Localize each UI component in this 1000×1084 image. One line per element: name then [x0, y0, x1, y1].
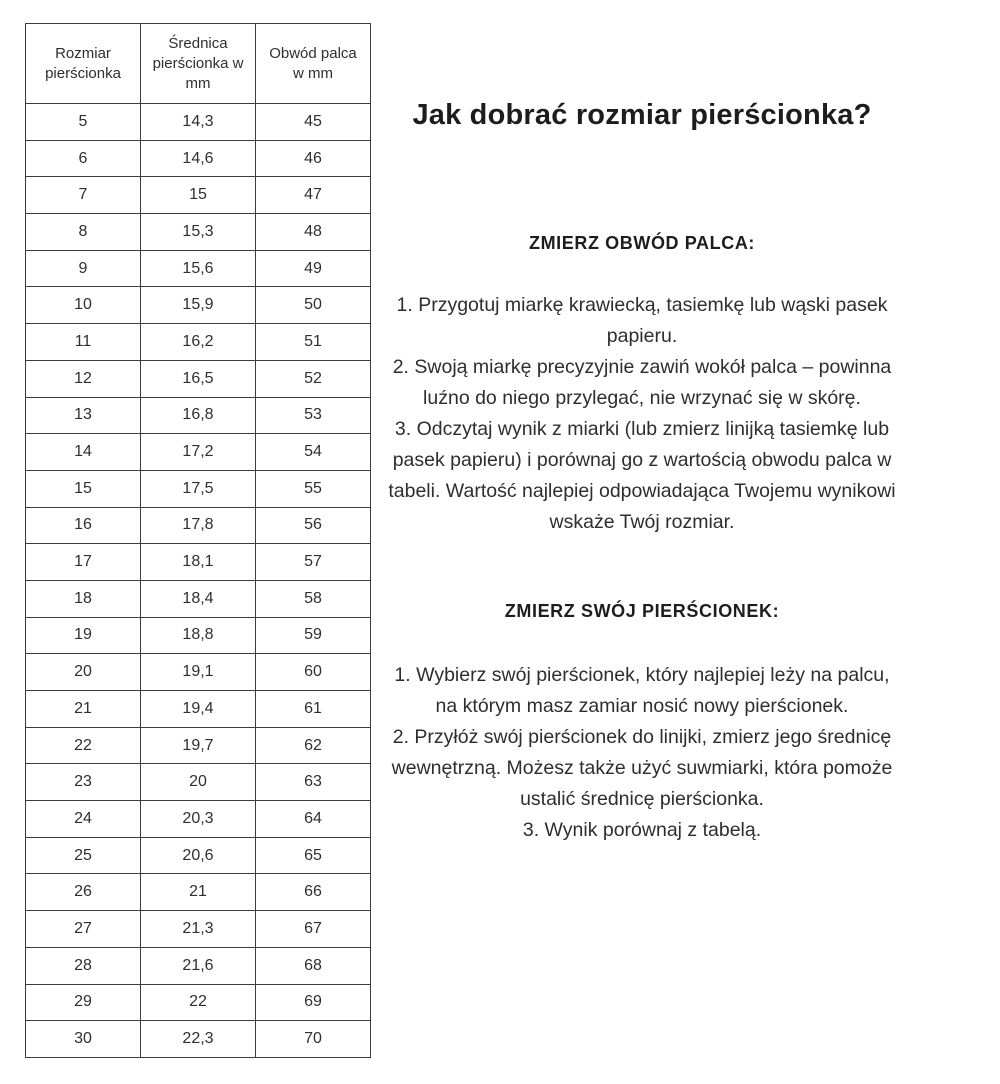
table-cell: 9: [26, 250, 141, 287]
table-cell: 21: [26, 691, 141, 728]
table-cell: 22: [141, 984, 256, 1021]
table-row: [26, 947, 371, 984]
table-cell: 8: [26, 214, 141, 251]
table-row: [26, 984, 371, 1021]
table-cell: 16,5: [141, 360, 256, 397]
table-cell: 18: [26, 580, 141, 617]
table-cell: 26: [26, 874, 141, 911]
table-cell: 59: [256, 617, 371, 654]
table-cell: 64: [256, 801, 371, 838]
instruction-item: 3. Wynik porównaj z tabelą.: [522, 819, 762, 841]
table-row: [26, 837, 371, 874]
table-cell: 57: [256, 544, 371, 581]
table-cell: 12: [26, 360, 141, 397]
table-cell: 69: [256, 984, 371, 1021]
table-cell: 18,4: [141, 580, 256, 617]
table-cell: 20,6: [141, 837, 256, 874]
table-cell: 18,8: [141, 617, 256, 654]
table-cell: 70: [256, 1021, 371, 1058]
table-row: [26, 617, 371, 654]
table-cell: 20: [141, 764, 256, 801]
table-row: [26, 177, 371, 214]
table-cell: 24: [26, 801, 141, 838]
header-row: [26, 24, 371, 104]
table-cell: 65: [256, 837, 371, 874]
table-cell: 17,5: [141, 470, 256, 507]
table-cell: 61: [256, 691, 371, 728]
table-row: [26, 727, 371, 764]
table-cell: 21,3: [141, 911, 256, 948]
table-cell: 60: [256, 654, 371, 691]
header-finger-circumference: Obwód palca w mm: [256, 24, 371, 104]
table-row: [26, 874, 371, 911]
instruction-item: 1. Przygotuj miarkę krawiecką, tasiemkę lub wąski pasek papieru.: [396, 294, 888, 347]
table-cell: 19: [26, 617, 141, 654]
table-row: [26, 507, 371, 544]
table-cell: 14,3: [141, 104, 256, 141]
table-cell: 19,7: [141, 727, 256, 764]
table-cell: 56: [256, 507, 371, 544]
table-cell: 19,4: [141, 691, 256, 728]
table-cell: 23: [26, 764, 141, 801]
table-cell: 11: [26, 324, 141, 361]
instruction-item: 2. Swoją miarkę precyzyjnie zawiń wokół palca – powinna luźno do niego przylegać, nie wrzynać się w skórę.: [392, 356, 892, 409]
table-row: [26, 104, 371, 141]
table-cell: 20,3: [141, 801, 256, 838]
instruction-item: 3. Odczytaj wynik z miarki (lub zmierz linijką tasiemkę lub pasek papieru) i porównaj go z wartością obwodu palca w tabeli. Wartość najlepiej odpowiadająca Twojemu wynikowi wskaże Twój rozmiar.: [388, 418, 896, 533]
table-row: [26, 1021, 371, 1058]
table-cell: 29: [26, 984, 141, 1021]
table-row: [26, 324, 371, 361]
table-row: [26, 214, 371, 251]
table-cell: 15: [141, 177, 256, 214]
table-cell: 15,3: [141, 214, 256, 251]
header-ring-size: Rozmiar pierścionka: [26, 24, 141, 104]
table-cell: 21,6: [141, 947, 256, 984]
table-row: [26, 544, 371, 581]
table-cell: 22,3: [141, 1021, 256, 1058]
table-cell: 16,2: [141, 324, 256, 361]
table-cell: 6: [26, 140, 141, 177]
table-cell: 21: [141, 874, 256, 911]
table-row: [26, 911, 371, 948]
instruction-list-measure-ring: [382, 660, 902, 846]
table-cell: 49: [256, 250, 371, 287]
table-cell: 66: [256, 874, 371, 911]
table-cell: 22: [26, 727, 141, 764]
table-cell: 10: [26, 287, 141, 324]
table-cell: 54: [256, 434, 371, 471]
table-cell: 19,1: [141, 654, 256, 691]
table-row: [26, 250, 371, 287]
table-cell: 55: [256, 470, 371, 507]
table-cell: 25: [26, 837, 141, 874]
table-cell: 45: [256, 104, 371, 141]
table-cell: 48: [256, 214, 371, 251]
table-cell: 46: [256, 140, 371, 177]
table-cell: 50: [256, 287, 371, 324]
table-cell: 27: [26, 911, 141, 948]
table-cell: 7: [26, 177, 141, 214]
table-cell: 17,2: [141, 434, 256, 471]
table-row: [26, 764, 371, 801]
page-title: Jak dobrać rozmiar pierścionka?: [412, 99, 872, 131]
table-cell: 15: [26, 470, 141, 507]
size-table-body: [26, 104, 371, 1058]
size-table-header: [26, 24, 371, 104]
table-row: [26, 434, 371, 471]
table-cell: 17: [26, 544, 141, 581]
table-cell: 20: [26, 654, 141, 691]
table-row: [26, 654, 371, 691]
table-cell: 53: [256, 397, 371, 434]
table-cell: 17,8: [141, 507, 256, 544]
table-row: [26, 470, 371, 507]
table-cell: 68: [256, 947, 371, 984]
table-cell: 16,8: [141, 397, 256, 434]
table-cell: 18,1: [141, 544, 256, 581]
table-cell: 14,6: [141, 140, 256, 177]
table-cell: 5: [26, 104, 141, 141]
instruction-list-measure-finger: [382, 290, 902, 538]
table-cell: 28: [26, 947, 141, 984]
table-cell: 15,6: [141, 250, 256, 287]
table-row: [26, 287, 371, 324]
table-row: [26, 397, 371, 434]
table-cell: 63: [256, 764, 371, 801]
table-cell: 15,9: [141, 287, 256, 324]
table-cell: 67: [256, 911, 371, 948]
table-cell: 30: [26, 1021, 141, 1058]
table-cell: 16: [26, 507, 141, 544]
table-cell: 47: [256, 177, 371, 214]
instruction-item: 1. Wybierz swój pierścionek, który najlepiej leży na palcu, na którym masz zamiar nosić nowy pierścionek.: [394, 664, 890, 717]
header-ring-diameter: Średnica pierścionka w mm: [141, 24, 256, 104]
table-row: [26, 360, 371, 397]
size-table: [25, 23, 371, 1058]
section-heading-measure-finger: ZMIERZ OBWÓD PALCA:: [528, 233, 756, 253]
guide-column: [382, 0, 902, 846]
ring-size-table: [25, 23, 371, 1058]
table-cell: 14: [26, 434, 141, 471]
section-heading-measure-ring: ZMIERZ SWÓJ PIERŚCIONEK:: [504, 601, 780, 621]
table-row: [26, 580, 371, 617]
instruction-item: 2. Przyłóż swój pierścionek do linijki, zmierz jego średnicę wewnętrzną. Możesz także użyć suwmiarki, która pomoże ustalić średnicę pierścionka.: [391, 726, 893, 810]
table-cell: 62: [256, 727, 371, 764]
table-row: [26, 140, 371, 177]
table-cell: 13: [26, 397, 141, 434]
table-cell: 51: [256, 324, 371, 361]
table-row: [26, 691, 371, 728]
table-cell: 52: [256, 360, 371, 397]
table-row: [26, 801, 371, 838]
table-cell: 58: [256, 580, 371, 617]
